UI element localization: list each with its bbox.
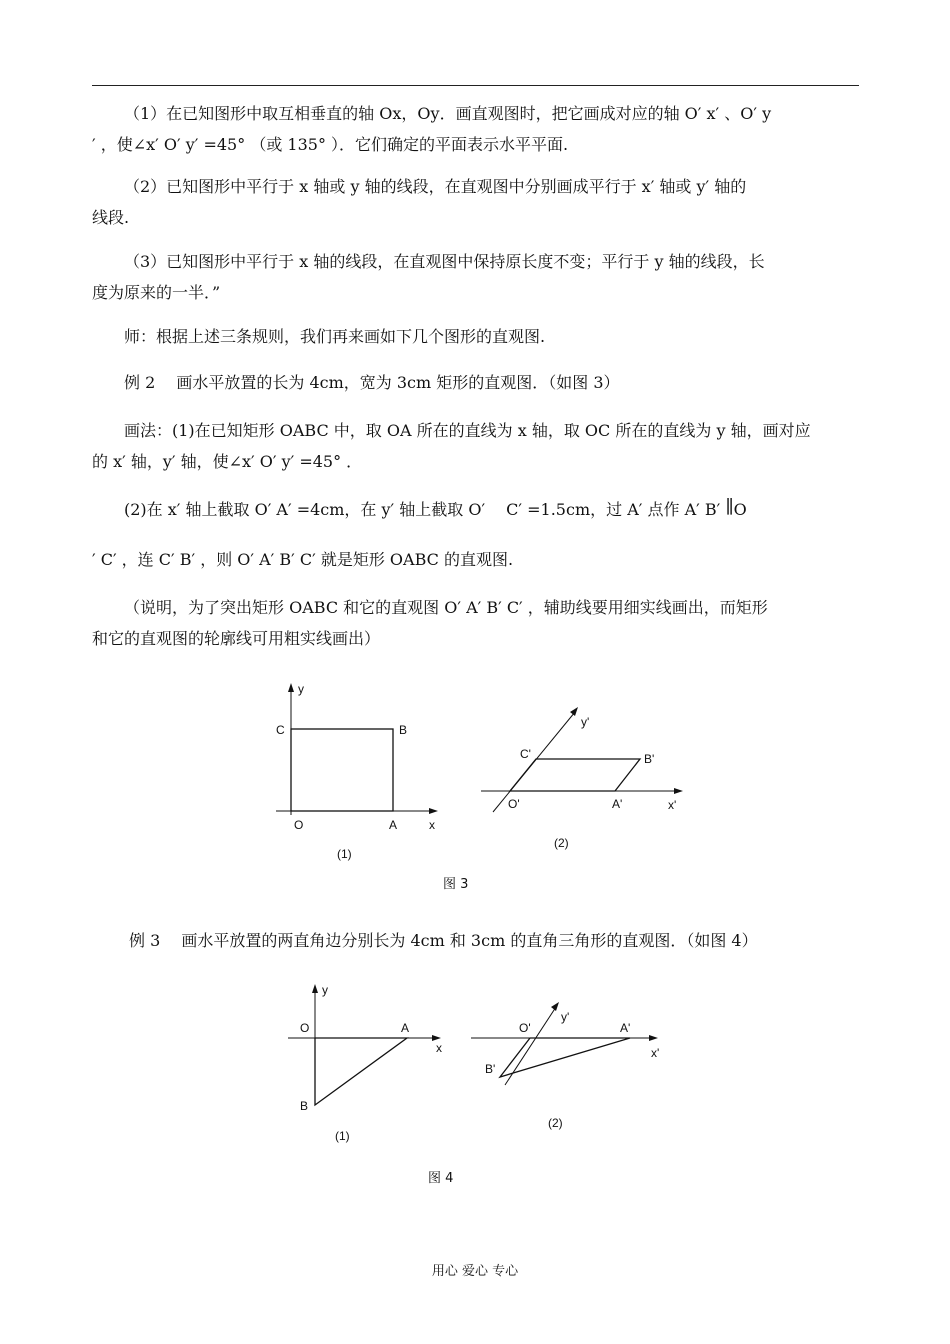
figure-3-left-diagram xyxy=(270,680,450,865)
rule-1-line-1: （1）在已知图形中取互相垂直的轴 Ox，Oy．画直观图时，把它画成对应的轴 O′ x′ 、O′ y xyxy=(124,104,772,123)
label-A: A xyxy=(401,1021,410,1035)
x-prime-axis-arrow-icon xyxy=(674,788,683,794)
y-prime-axis-arrow-icon xyxy=(570,707,578,716)
figure-4-left-diagram xyxy=(280,980,460,1150)
rectangle-OABC xyxy=(291,729,393,811)
rule-2-line-2: 线段. xyxy=(92,208,130,227)
note-line-1: （说明，为了突出矩形 OABC 和它的直观图 O′ A′ B′ C′ ，辅助线要用细实线画出，而矩形 xyxy=(124,598,768,617)
label-y-prime: y' xyxy=(561,1010,570,1024)
y-axis-arrow-icon xyxy=(312,984,318,993)
label-O: O xyxy=(294,818,304,832)
rule-3-line-1: （3）已知图形中平行于 x 轴的线段，在直观图中保持原长度不变；平行于 y 轴的线段，长 xyxy=(124,252,765,271)
label-x-prime: x' xyxy=(651,1046,660,1060)
label-B: B xyxy=(399,723,408,737)
header-rule xyxy=(92,85,859,86)
triangle-OAB xyxy=(315,1038,407,1105)
figure-3-title: 图 3 xyxy=(443,877,469,892)
label-B-prime: B' xyxy=(485,1062,496,1076)
label-B: B xyxy=(300,1099,309,1113)
method-step-2-line-2: ′ C′ ，连 C′ B′ ，则 O′ A′ B′ C′ 就是矩形 OABC 的直观图. xyxy=(92,550,514,569)
label-O-prime: O' xyxy=(508,797,520,811)
caption-2: (2) xyxy=(554,836,569,850)
label-y: y xyxy=(322,983,328,997)
label-y-prime: y' xyxy=(581,715,590,729)
method-step-2-line-1 xyxy=(92,494,860,525)
method-step-2-end: O xyxy=(733,500,747,519)
parallelogram-OABC xyxy=(510,759,640,791)
label-x: x xyxy=(436,1041,442,1055)
rule-1-line-2: ′ ，使∠x′ O′ y′ =45° （或 135° ）．它们确定的平面表示水平平面. xyxy=(92,135,569,154)
x-axis-arrow-icon xyxy=(429,808,438,814)
label-A-prime: A' xyxy=(620,1021,631,1035)
label-B-prime: B' xyxy=(644,752,655,766)
label-A-prime: A' xyxy=(612,797,623,811)
x-prime-axis-arrow-icon xyxy=(649,1035,658,1041)
method-step-1-line-1: 画法：(1)在已知矩形 OABC 中，取 OA 所在的直线为 x 轴，取 OC 所在的直线为 y 轴，画对应 xyxy=(124,421,811,440)
caption-1: (1) xyxy=(337,847,352,861)
label-y: y xyxy=(298,682,304,696)
label-O-prime: O' xyxy=(519,1021,531,1035)
figure-4-title: 图 4 xyxy=(428,1171,454,1186)
label-x-prime: x' xyxy=(668,798,677,812)
figure-4-right-diagram xyxy=(465,995,685,1135)
rule-2-line-1: （2）已知图形中平行于 x 轴或 y 轴的线段，在直观图中分别画成平行于 x′ 轴或 y′ 轴的 xyxy=(124,177,747,196)
label-A: A xyxy=(389,818,398,832)
note-line-2: 和它的直观图的轮廓线可用粗实线画出） xyxy=(92,629,381,648)
method-step-1-line-2: 的 x′ 轴，y′ 轴，使∠x′ O′ y′ =45° ． xyxy=(92,452,363,471)
figure-3-right-diagram xyxy=(475,695,705,855)
label-C-prime: C' xyxy=(520,747,531,761)
example-2-statement: 例 2 画水平放置的长为 4cm，宽为 3cm 矩形的直观图．（如图 3） xyxy=(124,373,620,392)
y-axis-arrow-icon xyxy=(288,683,294,692)
label-x: x xyxy=(429,818,435,832)
label-O: O xyxy=(300,1021,310,1035)
example-3-statement: 例 3 画水平放置的两直角边分别长为 4cm 和 3cm 的直角三角形的直观图．（如图 4） xyxy=(129,931,758,950)
rule-3-line-2: 度为原来的一半．” xyxy=(92,283,221,302)
label-C: C xyxy=(276,723,285,737)
y-prime-axis-arrow-icon xyxy=(551,1002,559,1011)
page-footer: 用心 爱心 专心 xyxy=(431,1264,519,1279)
method-step-2-text: (2)在 x′ 轴上截取 O′ A′ =4cm，在 y′ 轴上截取 O′ C′ =1.5cm，过 A′ 点作 A′ B′ xyxy=(124,500,726,519)
parallel-equal-symbol: ∥ xyxy=(725,497,734,518)
caption-1: (1) xyxy=(335,1129,350,1143)
caption-2: (2) xyxy=(548,1116,563,1130)
triangle-OAB-prime xyxy=(500,1038,630,1077)
teacher-remark: 师：根据上述三条规则，我们再来画如下几个图形的直观图. xyxy=(124,327,546,346)
